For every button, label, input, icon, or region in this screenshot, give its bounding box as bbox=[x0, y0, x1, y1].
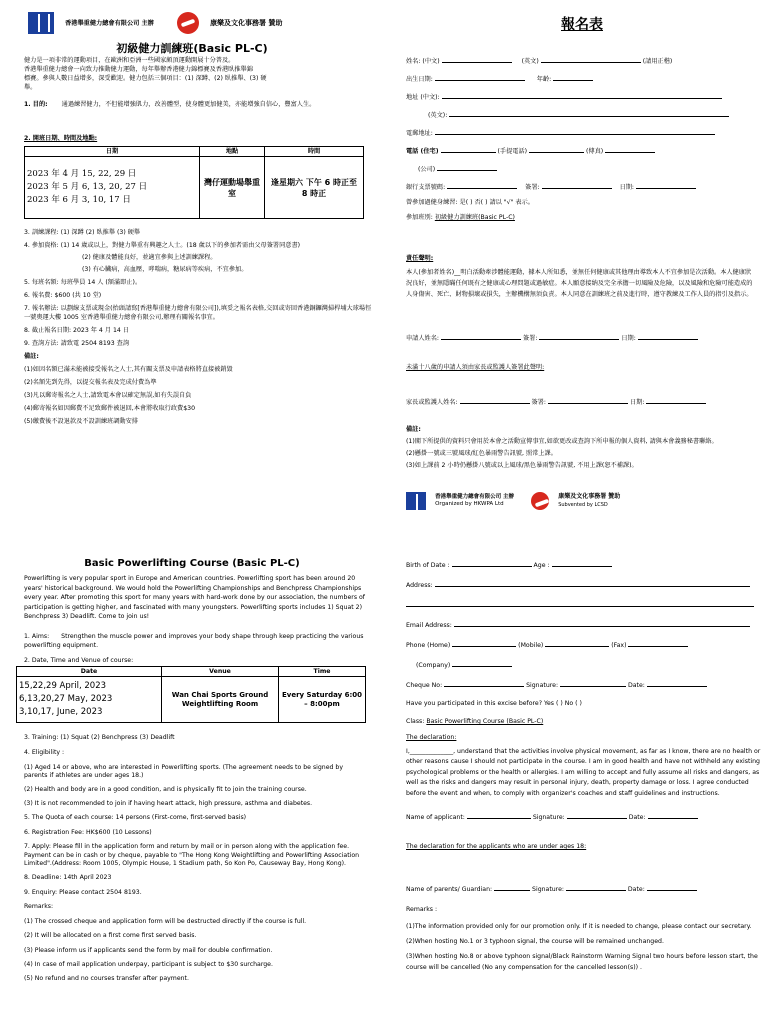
remarks-en bbox=[406, 904, 758, 973]
schedule-table-en bbox=[16, 666, 366, 723]
attended-question: 曾參加過健身練習: 是( ) 否( ) 請以 "√" 表示。 bbox=[406, 199, 534, 206]
remark-item: (3)When hosting No.8 or above typhoon signal/Black Rainstorm Warning Signal two hours before lesson start, the course will be cancelled (No any compensation for the cancelled lesson(s)) . bbox=[406, 953, 758, 971]
header-logos bbox=[28, 12, 368, 36]
guardian-date-label: Date: bbox=[627, 886, 645, 893]
guardian-field[interactable] bbox=[460, 395, 530, 404]
guardian-field[interactable] bbox=[494, 882, 530, 891]
detail-item: 6. Registration Fee: HK$600 (10 Lessons) bbox=[24, 828, 152, 836]
company-label: (Company) bbox=[416, 662, 451, 669]
signature-label: Signature: bbox=[526, 682, 559, 689]
remark-item: (1)如因名額已滿未能被接受報名之人士,其有關支票及申請表格將直接被銷毀 bbox=[24, 366, 233, 373]
detail-item: 8. 截止報名日期: 2023 年 4 月 14 日 bbox=[24, 327, 129, 334]
course-title-cn: 初級健力訓練班(Basic PL-C) bbox=[116, 42, 268, 55]
remark-item: (2)懸掛一號或三號風球/紅色暴雨警告訊號, 照常上課。 bbox=[406, 450, 557, 457]
address-en-field[interactable] bbox=[449, 108, 729, 117]
date-line: 2023 年 6 月 3, 10, 17 日 bbox=[27, 195, 131, 205]
detail-item: 5. 每班名額: 每班學員 14 人 (額滿即止)。 bbox=[24, 279, 142, 286]
guardian-row-en bbox=[406, 882, 697, 894]
age-field[interactable] bbox=[552, 558, 612, 567]
applicant-signature-label: 簽署: bbox=[522, 335, 538, 342]
cheque-label: 銀行支票號碼: bbox=[406, 184, 446, 191]
address-label: Address: bbox=[406, 582, 433, 589]
sponsor-text: 康樂及文化事務署 贊助 bbox=[210, 19, 283, 27]
intro-en: Powerlifting is very popular sport in Europe and American countries. Powerlifting sport has been around 20 years' historical background. We would hold the Powerlifting Championships and Benchpress Championships every year. After promoting this sport for many years with hard-work done by our association, the numbers of participation is getting higher, and fascinated with many youngsters. Powerlifting sports includes 1) Squat 2) Benchpress 3) Deadlift. Come to join us! bbox=[24, 575, 365, 621]
detail-item: (1) Aged 14 or above, who are interested in Powerlifting sports. (The agreement needs to be signed by parents if athletes are under ages 18.) bbox=[24, 763, 344, 780]
section-2-heading-en: 2. Date, Time and Venue of course: bbox=[24, 657, 134, 664]
detail-item: 7. 報名辦法: 以劃線支票或現金(抬頭請寫[香港舉重健力總會有限公司]),填妥之報名表格,交回或寄回香港銅鑼灣掃桿埔大球場徑一號奧運大樓 1005 室香港舉重健力總會有限公司,辦理有關報名事宜。 bbox=[24, 305, 372, 321]
guardian-signature-label: Signature: bbox=[532, 886, 564, 893]
liability-title: 責任聲明: bbox=[406, 255, 434, 262]
detail-item: 5. The Quota of each course: 14 persons (First-come, first-served basis) bbox=[24, 814, 247, 822]
applicant-label: Name of applicant: bbox=[406, 814, 465, 821]
email-field[interactable] bbox=[454, 618, 750, 627]
applicant-label: 申請人姓名: bbox=[406, 335, 440, 342]
date-field[interactable] bbox=[647, 678, 707, 687]
col-venue: Venue bbox=[162, 667, 279, 677]
detail-item: 3. 訓練課程: (1) 深蹲 (2) 臥推舉 (3) 硬舉 bbox=[24, 229, 141, 236]
applicant-signature-label: Signature: bbox=[532, 814, 565, 821]
aim-text: 通過練習健力，不但能增強肌力，改善體型，使身體更加健美，亦能增強自信心，豐富人生。 bbox=[61, 101, 316, 108]
email-field[interactable] bbox=[435, 126, 715, 135]
remark-item: (2)When hosting No.1 or 3 typhoon signal, the course will be remained unchanged. bbox=[406, 938, 664, 945]
company-label: (公司) bbox=[418, 166, 436, 173]
cheque-field[interactable] bbox=[444, 678, 524, 687]
date-label: Date: bbox=[627, 682, 645, 689]
email-label: 電郵地址: bbox=[406, 130, 433, 137]
guardian-label: 家長或監護人姓名: bbox=[406, 399, 458, 406]
signature-field[interactable] bbox=[560, 678, 626, 687]
col-time: 時間 bbox=[265, 147, 364, 157]
signature-label: 簽署: bbox=[525, 184, 540, 191]
remarks-title: Remarks : bbox=[406, 906, 438, 913]
guardian-date-field[interactable] bbox=[646, 395, 706, 404]
chinese-info-section bbox=[0, 0, 384, 512]
lcsd-logo-icon bbox=[531, 492, 549, 510]
declaration-title: The declaration: bbox=[406, 734, 457, 741]
english-form-section bbox=[396, 548, 768, 1024]
email-label: Email Address: bbox=[406, 622, 452, 629]
fax-label: (傳真) bbox=[586, 148, 604, 155]
remarks-title: 備註: bbox=[24, 353, 39, 360]
name-note: (請用正楷) bbox=[642, 58, 673, 65]
time-cell: 逢星期六 下午 6 時正至 8 時正 bbox=[265, 157, 364, 219]
dates-cell bbox=[25, 157, 200, 219]
intro-cn bbox=[24, 56, 374, 92]
remark-item: (4) In case of mail application underpay, participant is subject to $30 surcharge. bbox=[24, 960, 273, 968]
dates-cell bbox=[17, 677, 162, 723]
guardian-date-field[interactable] bbox=[647, 882, 697, 891]
footer-organizer-en: Organized by HKWPA Ltd bbox=[435, 500, 504, 507]
name-cn-label: 姓名: (中文) bbox=[406, 58, 440, 65]
date-line: 2023 年 5 月 6, 13, 20, 27 日 bbox=[27, 182, 148, 192]
address-en-label: (英文): bbox=[428, 112, 448, 119]
time-cell: Every Saturday 6:00 – 8:00pm bbox=[279, 677, 366, 723]
address-field-line2[interactable] bbox=[406, 598, 754, 607]
remark-item: (1)閣下所提供的資料只會用於本會之活動宣傳事宜,如欲更改或查詢下所申報的個人資料, 請與本會義務秘書聯絡。 bbox=[406, 438, 718, 445]
detail-item: (2) 健康及體能良好，並適宜參與上述訓練課程。 bbox=[82, 254, 217, 261]
intro-line: 香港舉重健力總會一向致力推動健力運動，每年舉辦香港健力錦標賽及香港臥推舉錦 bbox=[24, 66, 253, 73]
col-date: Date bbox=[17, 667, 162, 677]
detail-item: (3) It is not recommended to join if having heart attack, high pressure, asthma and diabetes. bbox=[24, 800, 313, 808]
address-cn-label: 地址 (中文): bbox=[406, 94, 440, 101]
footer-sponsor-cn: 康樂及文化事務署 贊助 bbox=[558, 492, 621, 500]
dob-field[interactable] bbox=[452, 558, 532, 567]
date-line: 6,13,20,27 May, 2023 bbox=[19, 694, 113, 704]
detail-item: 9. 查詢方法: 請致電 2504 8193 查詢 bbox=[24, 340, 130, 347]
remark-item: (5)繳費後不設退款及不設訓練班調動安排 bbox=[24, 418, 138, 425]
english-info-section bbox=[0, 548, 384, 1024]
chinese-form-section bbox=[396, 0, 768, 512]
age-label: Age : bbox=[533, 562, 550, 569]
fax-field[interactable] bbox=[605, 144, 655, 153]
attended-question: Have you participated in this excise before? Yes ( ) No ( ) bbox=[406, 700, 582, 707]
name-en-label: (英文) bbox=[521, 58, 539, 65]
detail-item: 7. Apply: Please fill in the application form and return by mail or in person along with the application fee. Payment can be in cash or by cheque, payable to "The Hong Kong Weightlifting and Powerlifting Association Limited".(Address: Room 1005, Olympic House, 1 Stadium path, So Kon Po, Causeway Bay, Hong Kong). bbox=[24, 843, 360, 868]
guardian-signature-label: 簽署: bbox=[531, 399, 546, 406]
detail-item: 6. 報名費: $600 (共 10 堂) bbox=[24, 292, 102, 299]
address-cn-field[interactable] bbox=[442, 90, 722, 99]
col-time: Time bbox=[279, 667, 366, 677]
aim-text: Strengthen the muscle power and improves your body shape through keep practicing the various powerlifting equipment. bbox=[24, 633, 364, 649]
applicant-field[interactable] bbox=[467, 810, 531, 819]
company-field[interactable] bbox=[437, 162, 497, 171]
applicant-field[interactable] bbox=[441, 331, 521, 340]
form-title-cn: 報名表 bbox=[561, 17, 603, 33]
remark-item: (3)如上課前 2 小時仍懸掛八號或以上風球/黑色暴雨警告訊號, 不用上課(恕不補課)。 bbox=[406, 462, 638, 469]
lcsd-logo-icon bbox=[177, 12, 199, 34]
remark-item: (3) Please inform us if applicants send the form by mail for double confirmation. bbox=[24, 946, 273, 954]
hkwpa-logo-icon bbox=[406, 492, 426, 510]
detail-item: 4. 參加資格: (1) 14 歲或以上，對健力舉重有興趣之人士。(18 歲以下的參加者需由父母簽署同意書) bbox=[24, 242, 301, 249]
applicant-row-en bbox=[406, 810, 698, 822]
remarks-title: Remarks: bbox=[24, 903, 54, 911]
cheque-label: Cheque No: bbox=[406, 682, 443, 689]
dob-field[interactable] bbox=[435, 72, 525, 81]
remark-item: (3)凡以郵寄報名之人士,請致電本會以確定無誤,如有失誤自負 bbox=[24, 392, 192, 399]
fax-label: (Fax) bbox=[611, 642, 627, 649]
aim-en bbox=[24, 632, 368, 650]
detail-item: 3. Training: (1) Squat (2) Benchpress (3) Deadlift bbox=[24, 734, 175, 741]
phone-label: Phone (Home) bbox=[406, 642, 451, 649]
col-venue: 地點 bbox=[200, 147, 265, 157]
detail-item: 8. Deadline: 14th April 2023 bbox=[24, 874, 112, 882]
declaration-text: I,______________, understand that the activities involve physical movement, as far as I know, there are no health or other reasons cause I should not participate in the course. I am in good health and have not withheld any existing psychological problems or the health or allergies. I am willing to accept and fully assume all risks and dangers, as well as the risks and dangers may result in personal injury, death, property damage or loss. I agree conducted before the event and when, to comply with organizer's coaches and staff guidelines and instructions. bbox=[406, 748, 761, 797]
applicant-row-cn bbox=[406, 331, 698, 343]
class-value: 初級健力訓練班(Basic PL-C) bbox=[434, 214, 515, 221]
date-line: 2023 年 4 月 15, 22, 29 日 bbox=[27, 169, 137, 179]
remarks-title: 備註: bbox=[406, 426, 421, 433]
name-cn-field[interactable] bbox=[442, 54, 512, 63]
applicant-signature-field[interactable] bbox=[539, 331, 619, 340]
mobile-field[interactable] bbox=[529, 144, 584, 153]
remark-item: (2) It will be allocated on a first come first served basis. bbox=[24, 932, 197, 940]
remarks-cn bbox=[406, 425, 758, 470]
detail-item: 9. Enquiry: Please contact 2504 8193. bbox=[24, 888, 142, 896]
class-value: Basic Powerlifting Course (Basic PL-C) bbox=[426, 718, 544, 725]
remark-item: (5) No refund and no courses transfer after payment. bbox=[24, 975, 189, 983]
liability-text: 本人(參加者姓名)__明白活動牽涉體能運動，據本人所知悉，並無任何健康或其他理由導致本人不宜參加是次活動。本人健康狀況良好，並無隱瞞任何既有之健康或心理問題或過敏症。本人願意接納及完全承擔一切風險及危險，以及風險和危險可能造成的人身傷害、死亡、財物損壞或損失，主辦機構無須負責。本人同意在訓練班之前及進行時，遵守教練及工作人員的指引及指示。 bbox=[406, 269, 753, 298]
guardian-row-cn bbox=[406, 395, 706, 407]
footer-organizer bbox=[435, 494, 514, 508]
course-title-en: Basic Powerlifting Course (Basic PL-C) bbox=[84, 558, 300, 569]
aim-cn bbox=[24, 100, 374, 109]
venue-cell: Wan Chai Sports Ground Weightlifting Room bbox=[162, 677, 279, 723]
address-field[interactable] bbox=[435, 578, 750, 587]
col-date: 日期 bbox=[25, 147, 200, 157]
mobile-label: (手提電話) bbox=[497, 148, 528, 155]
remark-item: (2)名額先到先得，以提交報名表及完成付費為準 bbox=[24, 379, 157, 386]
class-label: Class: bbox=[406, 718, 425, 725]
footer-organizer-cn: 香港舉重健力總會有限公司 主辦 bbox=[435, 493, 515, 500]
aim-label: 1. Aims: bbox=[24, 633, 50, 640]
intro-line: 健力是一項非常的運動項目，在歐洲和亞洲一些國家頗頂運動開展十分普及。 bbox=[24, 57, 235, 64]
phone-field[interactable] bbox=[452, 638, 516, 647]
mobile-label: (Mobile) bbox=[518, 642, 544, 649]
remark-item: (4)郵寄報名如因郵費不足致郵件被退回,本會將收取行政費$30 bbox=[24, 405, 196, 412]
form-fields-en bbox=[406, 558, 761, 799]
liability-cn bbox=[406, 254, 754, 300]
guardian-date-label: 日期: bbox=[629, 399, 645, 406]
detail-item: (2) Health and body are in a good condition, and is physically fit to join the training course. bbox=[24, 785, 307, 793]
form-fields-cn bbox=[406, 54, 761, 228]
remark-item: (1) The crossed cheque and application form will be destructed directly if the course is full. bbox=[24, 917, 307, 925]
section-2-heading: 2. 開班日期、時間及地點: bbox=[24, 135, 98, 142]
intro-line: 舉。 bbox=[24, 84, 37, 91]
footer-sponsor-en: Subvented by LCSD bbox=[558, 501, 608, 508]
class-label: 參加班別: bbox=[406, 214, 433, 221]
dob-label: 出生日期: bbox=[406, 76, 433, 83]
guardian-signature-field[interactable] bbox=[566, 882, 626, 891]
name-en-field[interactable] bbox=[541, 54, 641, 63]
aim-label: 1. 目的: bbox=[24, 101, 48, 108]
applicant-date-field[interactable] bbox=[638, 331, 698, 340]
applicant-date-label: Date: bbox=[628, 814, 646, 821]
date-line: 15,22,29 April, 2023 bbox=[19, 681, 107, 691]
guardian-label: Name of parents/ Guardian: bbox=[406, 886, 493, 893]
guardian-signature-field[interactable] bbox=[548, 395, 628, 404]
organizer-text: 香港舉重健力總會有限公司 主辦 bbox=[65, 19, 154, 27]
details-cn bbox=[24, 228, 374, 430]
cheque-field[interactable] bbox=[447, 180, 517, 189]
age-field[interactable] bbox=[553, 72, 593, 81]
dob-label: Birth of Date : bbox=[406, 562, 450, 569]
schedule-table-cn bbox=[24, 146, 364, 219]
age-label: 年齡: bbox=[536, 76, 552, 83]
date-label: 日期: bbox=[619, 184, 635, 191]
minor-declaration-title: 未滿十八歲的申請人須由家長或監護人簽署此聲明: bbox=[406, 364, 545, 371]
minor-declaration-title: The declaration for the applicants who are under ages 18: bbox=[406, 843, 587, 850]
venue-cell: 灣仔運動場舉重室 bbox=[200, 157, 265, 219]
intro-line: 標賽。參與人數日益增多，深受歡迎。健力包括三個項目：(1) 深蹲、(2) 臥推舉、(3) 硬 bbox=[24, 75, 267, 82]
date-field[interactable] bbox=[636, 180, 696, 189]
phone-field[interactable] bbox=[441, 144, 496, 153]
applicant-date-label: 日期: bbox=[621, 335, 636, 342]
details-en bbox=[24, 734, 368, 984]
phone-label: 電話 (住宅) bbox=[406, 148, 439, 155]
applicant-signature-field[interactable] bbox=[567, 810, 627, 819]
date-line: 3,10,17, June, 2023 bbox=[19, 707, 103, 717]
signature-field[interactable] bbox=[542, 180, 612, 189]
footer-sponsor bbox=[558, 493, 620, 509]
applicant-date-field[interactable] bbox=[648, 810, 698, 819]
detail-item: 4. Eligibility : bbox=[24, 749, 65, 757]
company-field[interactable] bbox=[452, 658, 512, 667]
footer-logos bbox=[406, 490, 761, 512]
mobile-field[interactable] bbox=[545, 638, 609, 647]
fax-field[interactable] bbox=[628, 638, 688, 647]
detail-item: (3) 有心臟病，高血壓，哮喘病，糖尿病等疾病，不宜參加。 bbox=[82, 266, 248, 273]
remark-item: (1)The information provided only for our promotion only. If it is needed to change, please contact our secretary. bbox=[406, 923, 752, 930]
hkwpa-logo-icon bbox=[28, 12, 54, 34]
